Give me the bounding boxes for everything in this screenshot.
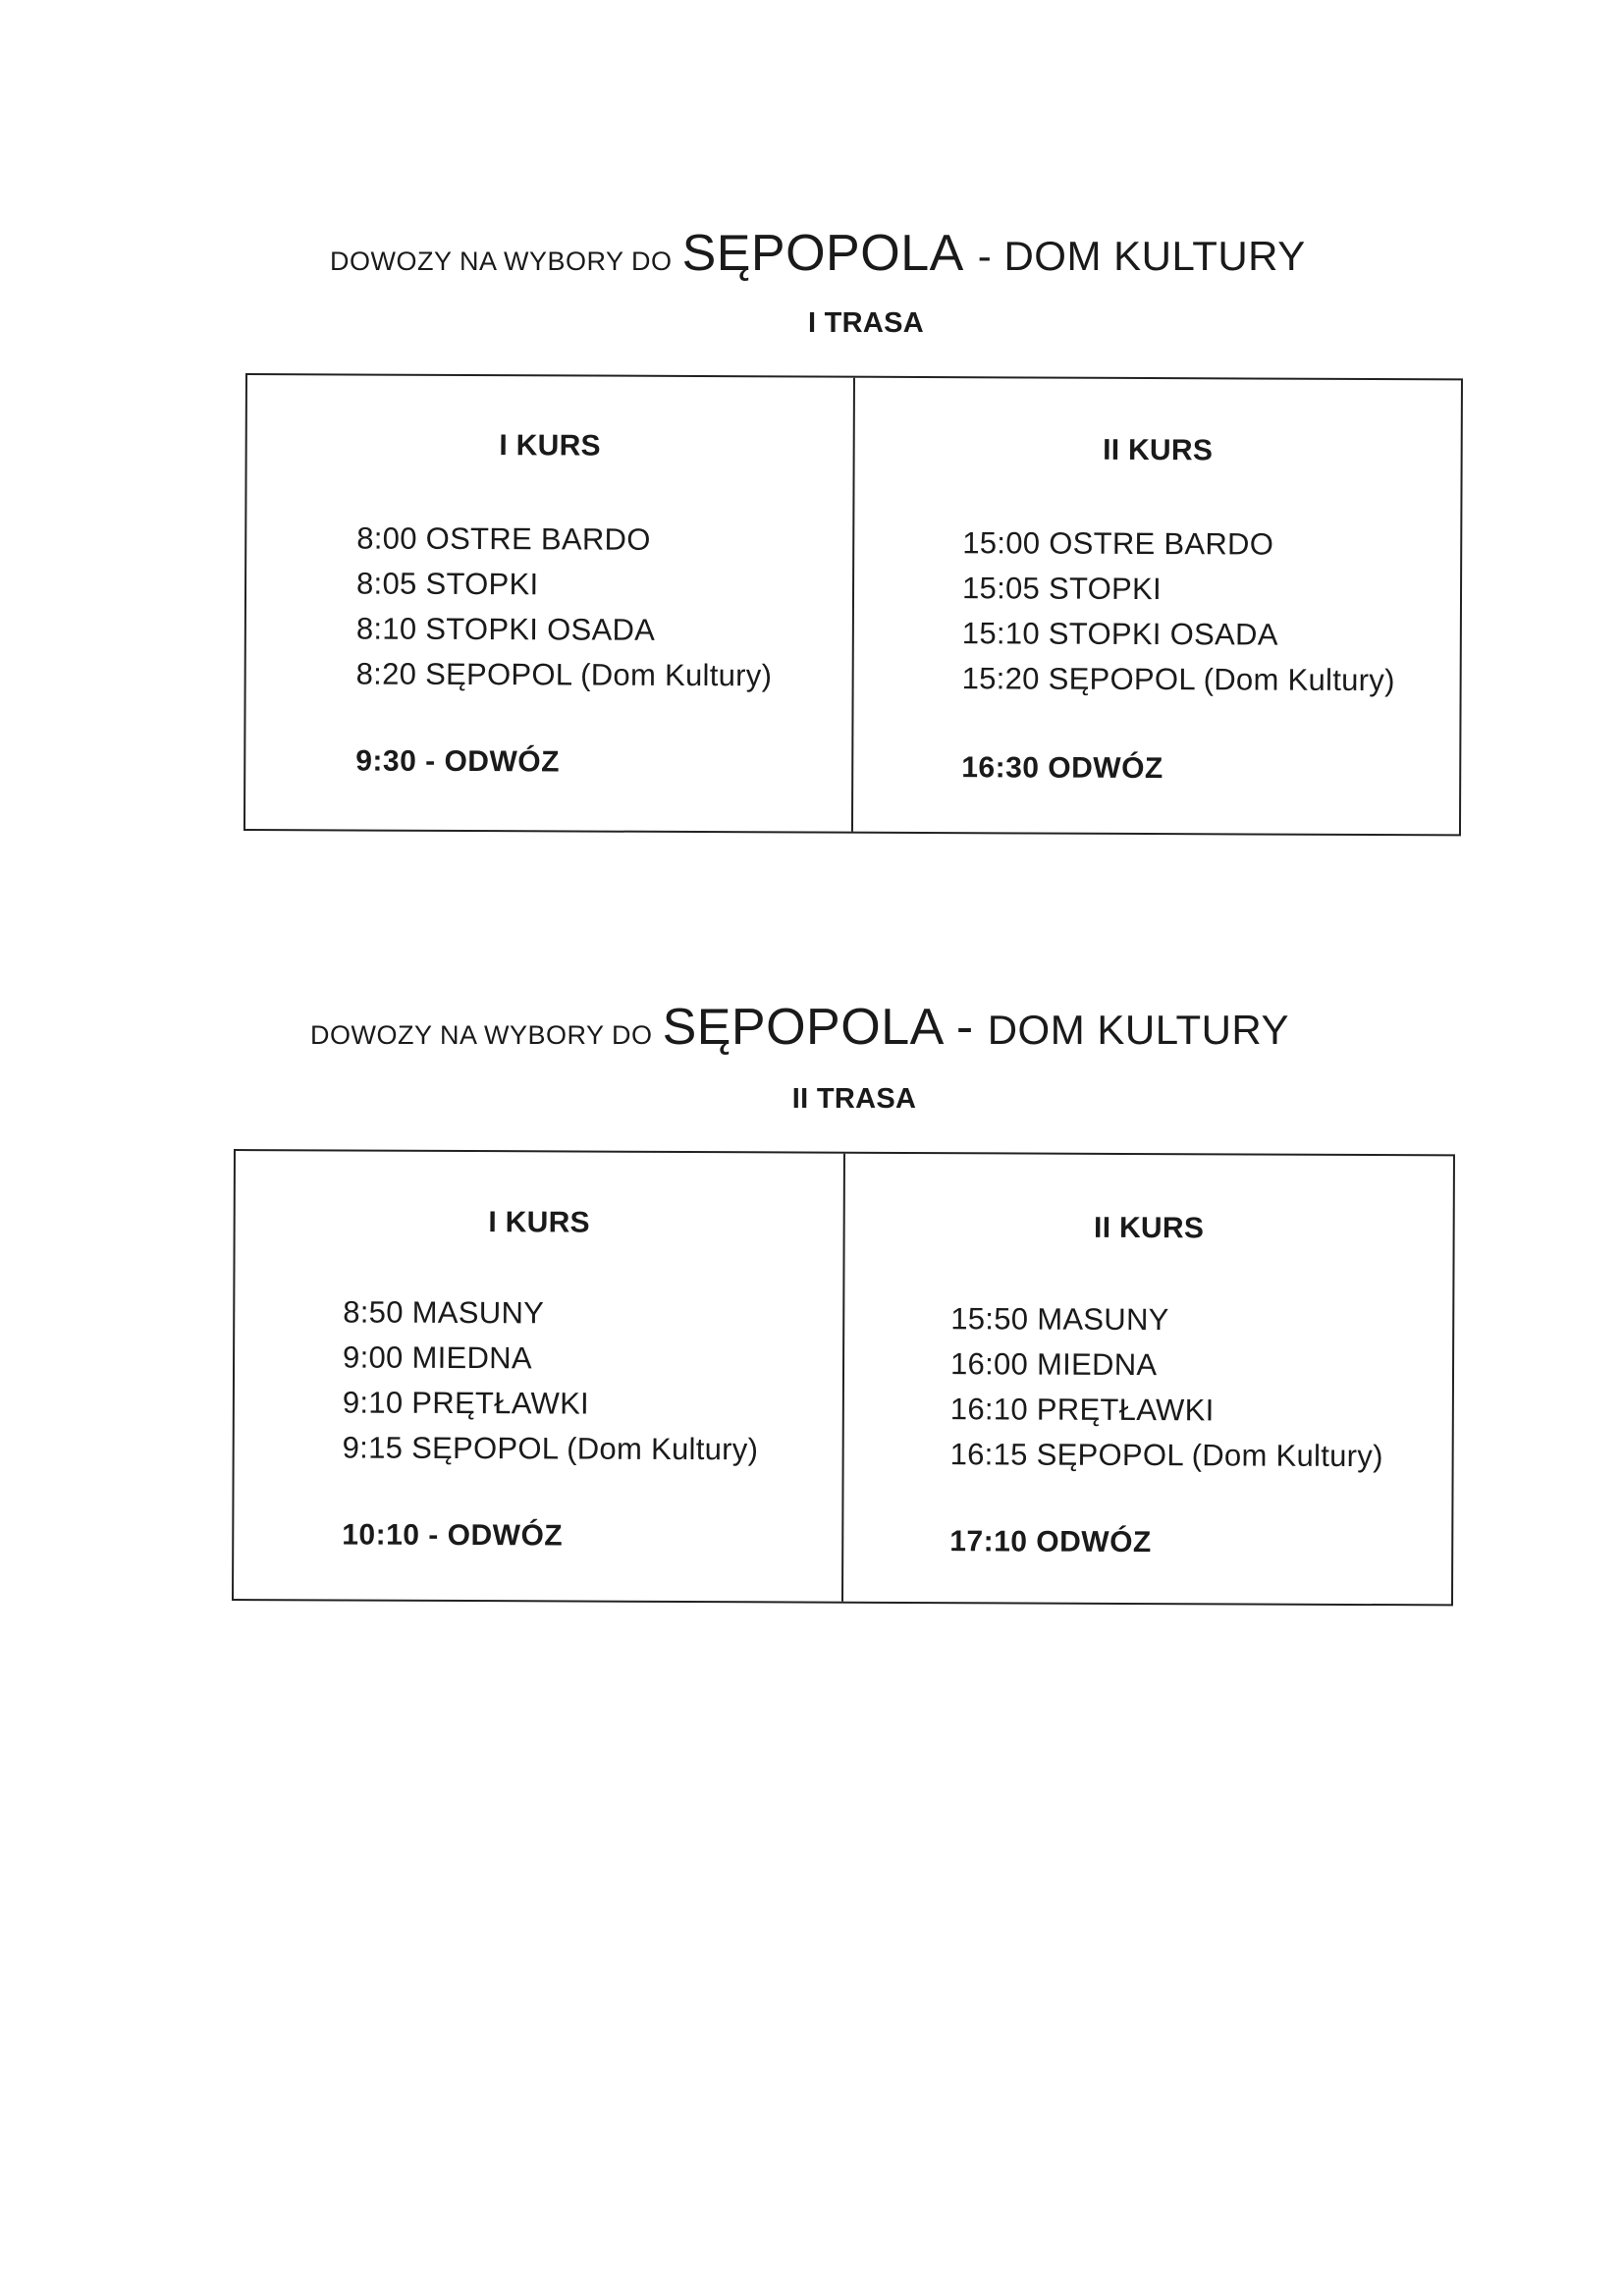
route-1-run-2-label: II KURS <box>1103 433 1214 467</box>
route-2-run-1-return: 10:10 - ODWÓZ <box>342 1518 564 1553</box>
route-1-run-1-stops <box>356 516 773 698</box>
stop-item: 15:50 MASUNY <box>950 1301 1169 1338</box>
route-2-heading-suffix: DOM KULTURY <box>987 1007 1290 1053</box>
route-2-heading <box>310 998 1289 1057</box>
route-1-run-1-label: I KURS <box>499 429 601 463</box>
stop-item: 8:10 STOPKI OSADA <box>355 611 656 647</box>
stop-item: 8:05 STOPKI <box>355 566 539 602</box>
stop-item: 15:20 SĘPOPOL (Dom Kultury) <box>961 661 1395 698</box>
stop-item: 15:00 OSTRE BARDO <box>962 525 1274 562</box>
route-1-run-2 <box>851 378 1461 835</box>
route-2-heading-prefix: DOWOZY NA WYBORY DO <box>310 1020 653 1050</box>
route-2-run-1-stops <box>343 1289 759 1472</box>
route-1-heading-place: SĘPOPOLA <box>681 225 964 282</box>
stop-item: 15:10 STOPKI OSADA <box>961 616 1278 652</box>
route-2-run-2-return: 17:10 ODWÓZ <box>949 1525 1152 1559</box>
route-1-heading-suffix: - DOM KULTURY <box>977 233 1306 279</box>
stop-item: 8:20 SĘPOPOL (Dom Kultury) <box>355 656 773 693</box>
route-2-label: II TRASA <box>791 1083 917 1115</box>
stop-item: 9:15 SĘPOPOL (Dom Kultury) <box>342 1430 759 1467</box>
stop-item: 8:00 OSTRE BARDO <box>356 520 651 557</box>
route-1-run-1 <box>245 375 853 832</box>
route-2-run-2-stops <box>950 1296 1384 1479</box>
route-2-run-1 <box>234 1151 843 1602</box>
stop-item: 9:10 PRĘTŁAWKI <box>342 1385 590 1421</box>
stop-item: 9:00 MIEDNA <box>342 1339 532 1376</box>
stop-item: 16:10 PRĘTŁAWKI <box>949 1392 1215 1428</box>
route-1-run-2-return: 16:30 ODWÓZ <box>961 751 1163 786</box>
route-2-run-1-label: I KURS <box>488 1206 590 1239</box>
route-1-heading <box>330 224 1306 283</box>
route-1-run-1-return: 9:30 - ODWÓZ <box>355 744 561 779</box>
route-2-heading-place: SĘPOPOLA - <box>662 999 974 1056</box>
route-1-schedule-table <box>243 373 1463 836</box>
route-1-label: I TRASA <box>807 307 925 339</box>
route-1-heading-prefix: DOWOZY NA WYBORY DO <box>330 246 673 276</box>
stop-item: 16:15 SĘPOPOL (Dom Kultury) <box>949 1437 1383 1474</box>
route-2-run-2 <box>841 1154 1453 1605</box>
route-2-run-2-label: II KURS <box>1094 1211 1205 1245</box>
stop-item: 16:00 MIEDNA <box>949 1346 1158 1383</box>
route-1-run-2-stops <box>962 520 1396 703</box>
route-2-schedule-table <box>232 1149 1455 1606</box>
stop-item: 8:50 MASUNY <box>343 1294 545 1331</box>
stop-item: 15:05 STOPKI <box>961 571 1163 607</box>
